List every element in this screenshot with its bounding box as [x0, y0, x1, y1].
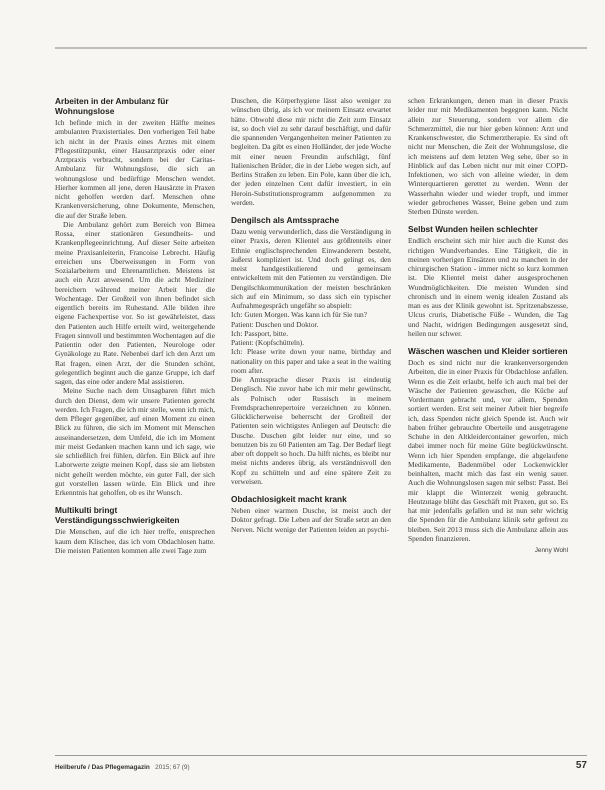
paragraph: Endlich erscheint sich mir hier auch die Kunst des richtigen Wundverbandes. Eine Tätigkeit, die in meinen vorherigen Einsätzen und zu manchen in der chirurgischen Station - immer nicht so kurz kommen ist. Die Klientel meist daher ausgesprochenen Wundmöglichkeiten. Die meisten Wunden sind chronisch und in einem wenig idealen Zustand als man es aus der Klinik gewohnt ist. Spritzenabszesse, Ulcus cruris, Diabetische Füße - Wunden, die Tag und Nacht, widrigen Bedingungen ausgesetzt sind, heilen nur schwer.	[408, 236, 568, 338]
dialogue-line: Patient: (Kopfschütteln).	[231, 338, 305, 347]
paragraph: schen Erkrankungen, denen man in dieser Praxis leider nur mit Medikamenten begegnen kann. Nicht allein zur Steuerung, sondern vor allem die Schmerzmittel, die nur hier geben können: Arzt und Krankenschwester, die Schmerztherapie. Es sind oft nicht nur Menschen, die Zeit der Wohnungslose, die ich meistens auf dem letzten Weg sehe, über so in Hinblick auf das Leben nicht nur mit einer COPD-Infektionen, wo sich von alleine wieder, in dem Winterquartieren gerettet zu werden. Wenn der Wasserhahn wieder und wieder tropft, und immer wieder gebrochenes Wasser, Beine geben und zum Sterben Dünste werden.	[408, 96, 568, 216]
paragraph: Dazu wenig verwunderlich, dass die Verständigung in einer Praxis, deren Klientel aus größtenteils einer Ethnie englischsprechenden Einwanderern besteht, äußerst kompliziert ist. Und doch gelingt es, den meist handgestikulierend und gemeinsam entwickeltem mit den Patienten zu verständigen. Die Dengilschkommunikation der meisten beschränken sich auf ein Minimum, so dass sich ein typischer Aufnahmegespräch ungefähr so abspielt:	[231, 227, 391, 310]
section-heading: Obdachlosigkeit macht krank	[231, 494, 347, 504]
article-column-3	[408, 96, 568, 555]
section-heading: Multikulti bringt Verständigungsschwierigkeiten	[55, 505, 180, 526]
paragraph: Neben einer warmen Dusche, ist meist auch der Doktor gefragt. Die Leben auf der Straße setzt an den Nerven. Nicht wenige der Patienten leiden an psychi-	[231, 506, 391, 534]
paragraph: Ich befinde mich in der zweiten Hälfte meines ambulanten Praxistertiales. Den vorherigen Teil habe ich nicht in der Praxis eines Arztes mit einem Pflegestützpunkt, einer Hausarztpraxis oder einer Arztpraxis verbracht, sondern bei der Caritas-Ambulanz für Wohnungslose, die sich an wohnungslose und bedürftige Menschen wendet. Hierher kommen all jene, deren Hausärzte in Praxen nicht geholfen werden darf. Menschen ohne Krankenversicherung, ohne Dokumente, Menschen, die auf der Straße leben.	[55, 118, 215, 220]
section-heading: Dengilsch als Amtssprache	[231, 215, 340, 225]
issue-info: 2015; 67 (9)	[155, 764, 190, 771]
article-column-2	[231, 96, 391, 534]
paragraph: Die Menschen, auf die ich hier treffe, entsprechen kaum dem Klischee, das ich vom Obdachlosen hatte. Die meisten Patienten kommen alle zwei Tage zum	[55, 527, 215, 555]
dialogue-line: Ich: Guten Morgen. Was kann ich für Sie tun?	[231, 310, 368, 320]
publication-name: Heilberufe / Das Pflegemagazin	[55, 764, 150, 771]
section-heading: Arbeiten in der Ambulanz für Wohnungslose	[55, 96, 169, 116]
publication-info	[55, 764, 190, 771]
footer-rule	[55, 755, 587, 756]
section-heading: Wäschen waschen und Kleider sortieren	[408, 346, 568, 356]
paragraph: Doch es sind nicht nur die krankenversorgenden Arbeiten, die in einer Praxis für Obdachlose anfallen. Wenn es die Zeit erlaubt, helfe ich auch mal bei der Wäsche der Patienten gewaschen, die Küche auf Vordermann gebracht und, vor allem, Spenden sortiert werden. Erst seit meiner Arbeit hier begreife ich, dass Spenden nicht gleich Spende ist. Auch wir haben früher gebrauchte Oberteile und ausgetragene Schuhe in den Altkleidercontainer geworfen, mich dabei immer noch für meine Güte beglückwünscht. Wenn ich hier Spenden empfange, die abgelaufene Medikamente, Badenmöbel oder Lockenwickler beinhalten, macht mich das fast ein wenig sauer. Auch die Wohnungslosen sagen mir selbst: Passt. Bei mir klappt die Winterzeit wenig gebraucht. Heutzutage blüht das Geschäft mit Praxen, gut so. Es hat mir jedenfalls gefallen und ist nun sehr wichtig die Spenden für die Ambulanz klinik sehr gefreut zu bleiben. Seit 2013 muss sich die Ambulanz allein aus Spenden finanzieren.	[408, 358, 568, 543]
paragraph: Meine Suche nach dem Unsagbaren führt mich durch den Dienst, dem wir unsere Patienten gerecht werden. Ich Fragen, die ich mir stelle, wenn ich mich, dem Pfleger gegenüber, auf einen Moment zu einen Blick zu führen, die sich im Moment mit Menschen auseinandersetzen, dem Umfeld, die ich im Moment mir meist Gedanken machen kann und ich sage, wie sie schließlich frei fühlen, dürfen. Ein Blick auf ihre Laborwerte zeigte meinen Kopf, dass sie am liebsten nicht geheilt werden möchte, ein guter Fall, der sich gut vorstellen lassen würde. Ein Blick und ihre Erkenntnis hat geholfen, ob es ihr Wunsch.	[55, 386, 215, 497]
dialogue-line: Ich: Please write down your name, birthday and nationality on this paper and take a seat in the waiting room after.	[231, 347, 391, 375]
header-rule	[55, 47, 587, 49]
page-footer	[55, 760, 587, 774]
dialogue-line: Patient: Duschen und Doktor.	[231, 319, 319, 329]
dialogue-block	[231, 310, 391, 375]
author-credit: Jenny Wohl	[534, 547, 568, 554]
dialogue-line: Ich: Passport, bitte.	[231, 328, 289, 338]
section-heading: Selbst Wunden heilen schlechter	[408, 224, 538, 235]
page-number: 57	[575, 760, 587, 771]
paragraph: Duschen, die Körperhygiene lässt also weniger zu wünschen übrig, als ich vor meinem Einsatz erwartet hätte. Obwohl diese mir nicht die Zeit zum Einsatz ist, so doch viel zu sehr darauf beschäftigt, und dafür die spannenden Vergangenheiten meiner Patienten zu begleiten. Da gibt es einen Holländer, der jede Woche mit einer neuen Freundin aufschlägt, fünf Italienischen Brüder, die in der Liebe wegen sich, auf Berlins Straßen zu leben. Ein Pole, kann über die ich, der jeden einzelnen Cent dafür investiert, in ein Heroin-Substitutionsprogramm aufgenommen zu werden.	[231, 96, 391, 207]
paragraph: Die Ambulanz gehört zum Bereich von Bimea Rossa, einer stationären Gesundheits- und Krankenpflegeeinrichtung. Auf dieser Seite arbeiten meine Praxisanleiterin, Francoise Lebrecht. Häufig erreichen uns Überweisungen in Form von Sozialarbeitern und Ehrenamtlichen. Meistens ist auch ein Arzt anwesend. Um die acht Mediziner bereichern während meiner Arbeit hier die Wochentage. Der Großteil von ihnen befindet sich eigentlich bereits im Ruhestand. Alle bilden ihre eigene Fachexpertise vor. So ist gewährleistet, dass den Patienten auch Hilfe erteilt wird, weitergehende Fragen sinnvoll und bestimmten Wochentagen auf die Patientin oder den Patienten, Neurologe oder Gynäkologe zu Rate. Nebenbei darf ich den Arzt um Rat fragen, einen Arzt, der die Stunden schönt, gelegentlich beginnt auch die ganze Gruppe, ich darf sagen, das eine oder andere Mal assistieren.	[55, 219, 215, 386]
article-column-1	[55, 96, 215, 555]
paragraph: Die Amtssprache dieser Praxis ist eindeutig Denglisch. Nie zuvor habe ich mir mehr gewünscht, als Polnisch oder Russisch in meinem Fremdsprachenrepertoire verzeichnen zu können. Glücklicherweise beherrscht der Großteil der Patienten sein wichtigstes Anliegen auf Deutsch: die Dusche. Duschen gibt leider nur eine, und so benutzen bis zu 60 Patienten am Tag. Der Bedarf liegt aber oft doppelt so hoch. Da hilft nichts, es bleibt nur meist nichts anderes übrig, als verständnisvoll den Kopf zu schütteln und auf eine spätere Zeit zu verweisen.	[231, 375, 391, 486]
